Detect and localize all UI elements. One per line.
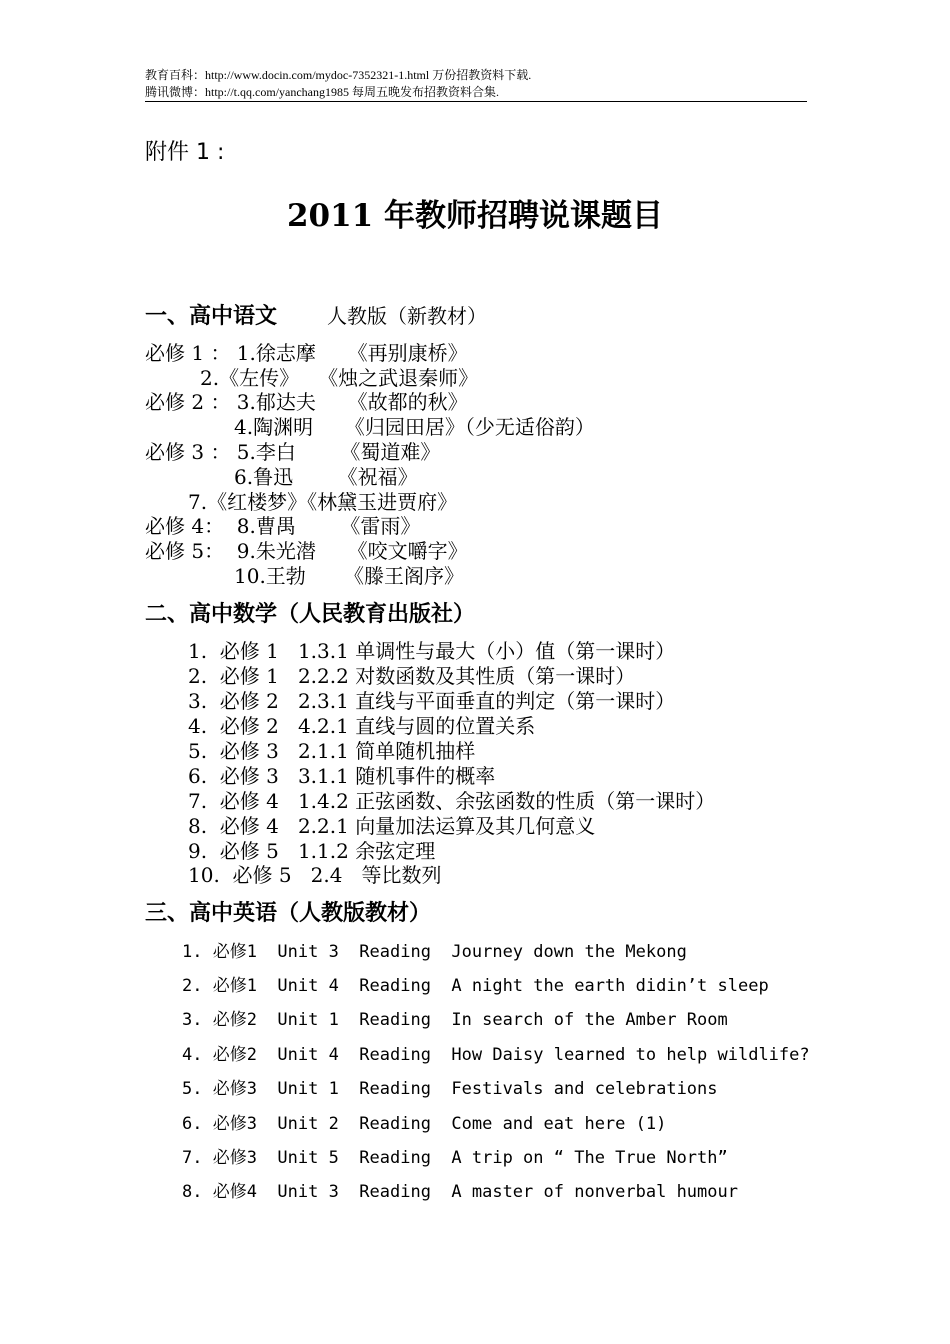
math-item: 8. 必修 4 2.2.1 向量加法运算及其几何意义 (188, 814, 596, 838)
english-item: 4. 必修2 Unit 4 Reading How Daisy learned to help wildlife? (182, 1045, 810, 1065)
chinese-line: 7.《红楼梦》《林黛玉进贾府》 (188, 490, 458, 514)
english-item: 1. 必修1 Unit 3 Reading Journey down the Mekong (182, 942, 687, 962)
section-chinese-heading (145, 299, 487, 330)
section-chinese-title: 一、高中语文 (145, 304, 278, 329)
math-item: 9. 必修 5 1.1.2 余弦定理 (188, 839, 436, 863)
chinese-line: 2.《左传》 《烛之武退秦师》 (200, 366, 479, 390)
math-item: 6. 必修 3 3.1.1 随机事件的概率 (188, 764, 496, 788)
math-item: 7. 必修 4 1.4.2 正弦函数、余弦函数的性质（第一课时） (188, 789, 716, 813)
section-math-heading: 二、高中数学（人民教育出版社） (145, 602, 476, 627)
chinese-line: 必修 5： 9.朱光潜 《咬文嚼字》 (145, 539, 468, 563)
math-item: 4. 必修 2 4.2.1 直线与圆的位置关系 (188, 714, 536, 738)
header-line-1: 教育百科：http://www.docin.com/mydoc-7352321-1.html 万份招教资料下载. (145, 68, 532, 82)
chinese-line: 必修 4： 8.曹禺 《雷雨》 (145, 514, 421, 538)
chinese-line: 必修 3 ： 5.李白 《蜀道难》 (145, 440, 441, 464)
annex-label: 附件 1 : (145, 140, 225, 165)
page-title: 2011 年教师招聘说课题目 (286, 198, 664, 234)
chinese-line: 必修 2 ： 3.郁达夫 《故都的秋》 (145, 390, 468, 414)
english-item: 5. 必修3 Unit 1 Reading Festivals and celebrations (182, 1079, 718, 1099)
english-item: 7. 必修3 Unit 5 Reading A trip on “ The True North” (182, 1148, 728, 1168)
english-item: 8. 必修4 Unit 3 Reading A master of nonverbal humour (182, 1182, 738, 1202)
chinese-line: 10.王勃 《滕王阁序》 (234, 564, 464, 588)
english-item: 3. 必修2 Unit 1 Reading In search of the Amber Room (182, 1010, 728, 1030)
page-header (145, 67, 807, 101)
math-item: 2. 必修 1 2.2.2 对数函数及其性质（第一课时） (188, 664, 636, 688)
chinese-line: 6.鲁迅 《祝福》 (234, 465, 418, 489)
math-item: 1. 必修 1 1.3.1 单调性与最大（小）值（第一课时） (188, 639, 676, 663)
header-divider (145, 101, 807, 102)
math-item: 10. 必修 5 2.4 等比数列 (188, 863, 442, 887)
chinese-line: 4.陶渊明 《归园田居》（少无适俗韵） (234, 415, 595, 439)
english-item: 6. 必修3 Unit 2 Reading Come and eat here (1) (182, 1114, 667, 1134)
section-chinese-edition: 人教版（新教材） (327, 304, 488, 328)
english-item: 2. 必修1 Unit 4 Reading A night the earth didin’t sleep (182, 976, 769, 996)
math-item: 3. 必修 2 2.3.1 直线与平面垂直的判定（第一课时） (188, 689, 676, 713)
chinese-line: 必修 1 ： 1.徐志摩 《再别康桥》 (145, 341, 468, 365)
section-english-heading: 三、高中英语（人教版教材） (145, 901, 432, 926)
math-item: 5. 必修 3 2.1.1 简单随机抽样 (188, 739, 476, 763)
header-line-2: 腾讯微博：http://t.qq.com/yanchang1985 每周五晚发布招教资料合集. (145, 85, 499, 99)
